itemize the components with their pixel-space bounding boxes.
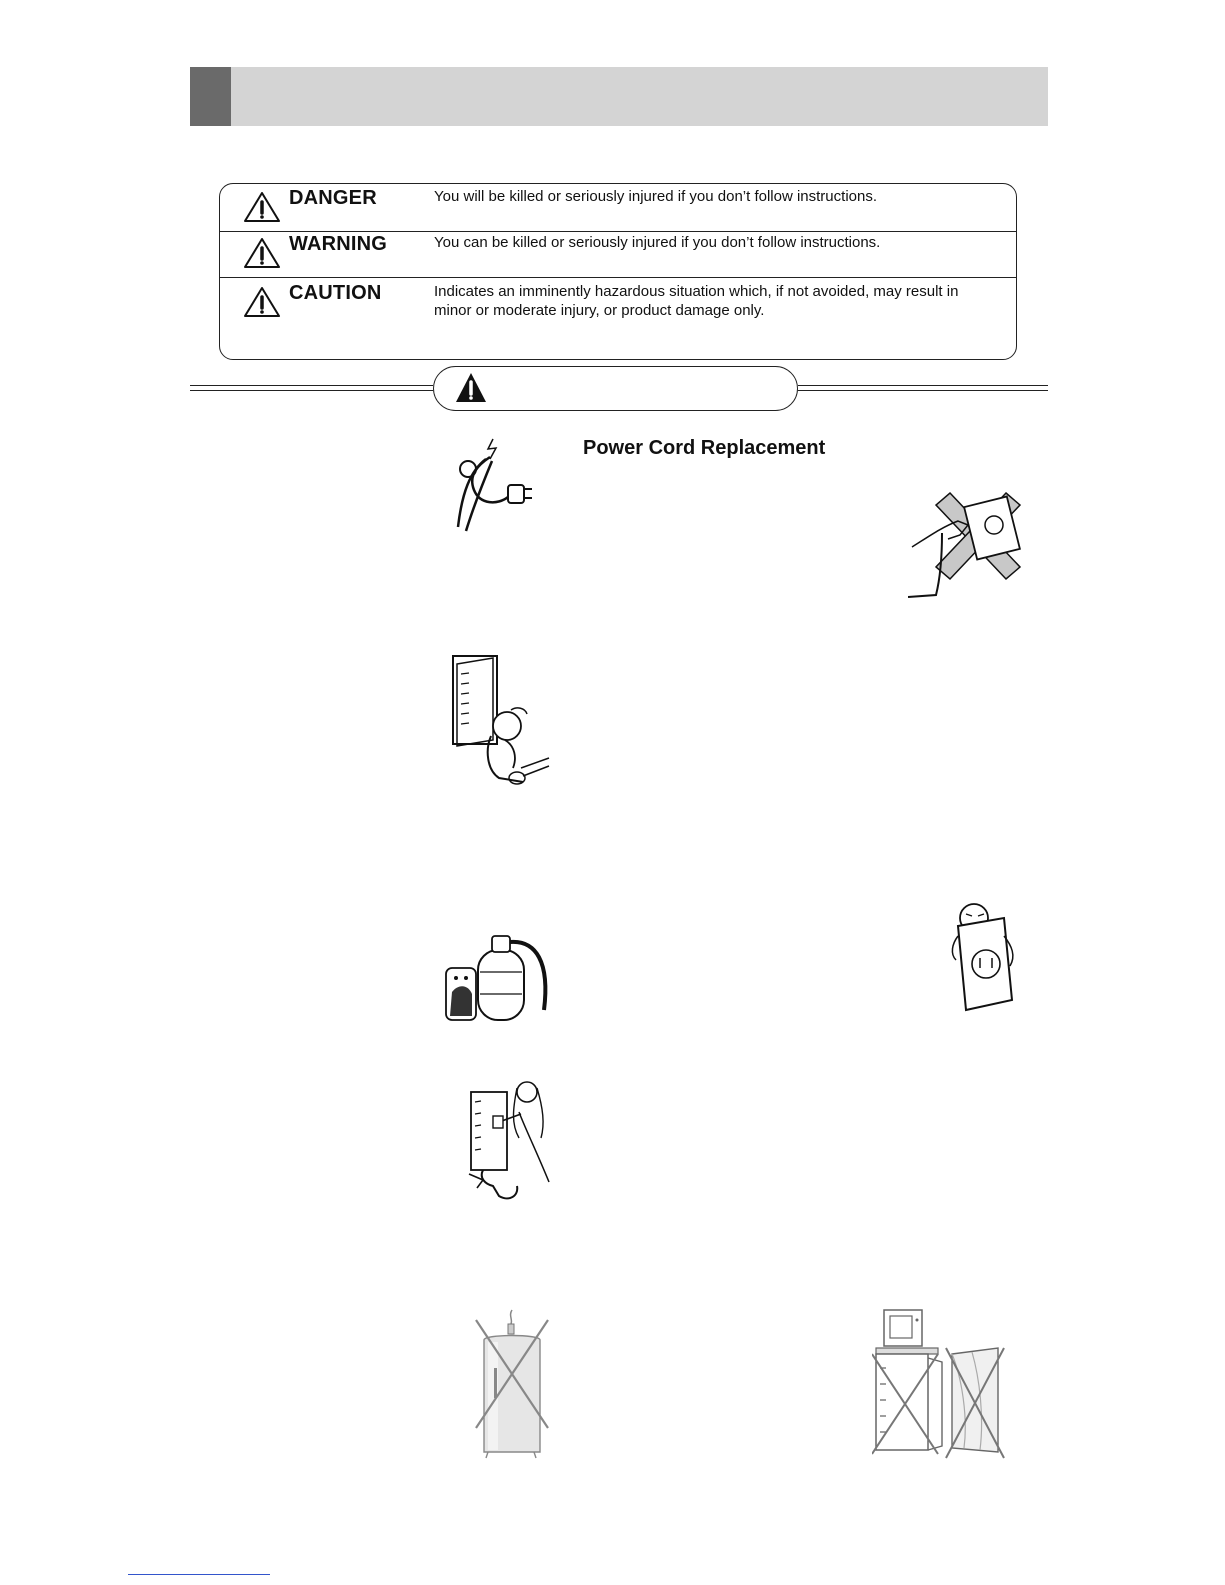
divider-line-left-2 (190, 390, 433, 391)
caution-description: Indicates an imminently hazardous situation which, if not avoided, may result in minor or moderate injury, or product damage only. (434, 283, 959, 319)
warning-triangle-icon (243, 286, 281, 318)
caution-label: CAUTION (289, 282, 382, 304)
candle-on-refrigerator-crossed-illustration (470, 1308, 554, 1466)
power-cord-illustration (448, 435, 538, 535)
power-cord-heading: Power Cord Replacement (583, 437, 826, 459)
objects-on-refrigerator-crossed-illustration (872, 1308, 1012, 1466)
danger-description: You will be killed or seriously injured if you don’t follow instructions. (434, 188, 877, 205)
unplug-outlet-crossed-illustration (908, 487, 1038, 605)
outlet-character-illustration (950, 896, 1020, 1014)
caution-row (220, 277, 1016, 359)
divider-line-left (190, 385, 433, 386)
danger-label: DANGER (289, 187, 377, 209)
warning-pill (433, 366, 798, 411)
cleaning-refrigerator-illustration (449, 1078, 553, 1202)
warning-description: You can be killed or seriously injured if you don’t follow instructions. (434, 234, 881, 251)
footer-link-underline[interactable] (128, 1574, 270, 1575)
warning-triangle-icon (243, 191, 281, 223)
danger-row (220, 184, 1016, 232)
child-refrigerator-illustration (451, 654, 551, 804)
warning-label: WARNING (289, 233, 388, 255)
warning-triangle-icon (454, 371, 488, 405)
section-header-bar (190, 67, 1048, 126)
signal-word-table (219, 183, 1017, 360)
flammable-gas-illustration (444, 932, 556, 1024)
warning-triangle-icon (243, 237, 281, 269)
section-header-marker (190, 67, 231, 126)
divider-line-right-2 (798, 390, 1048, 391)
divider-line-right (798, 385, 1048, 386)
warning-row (220, 231, 1016, 278)
